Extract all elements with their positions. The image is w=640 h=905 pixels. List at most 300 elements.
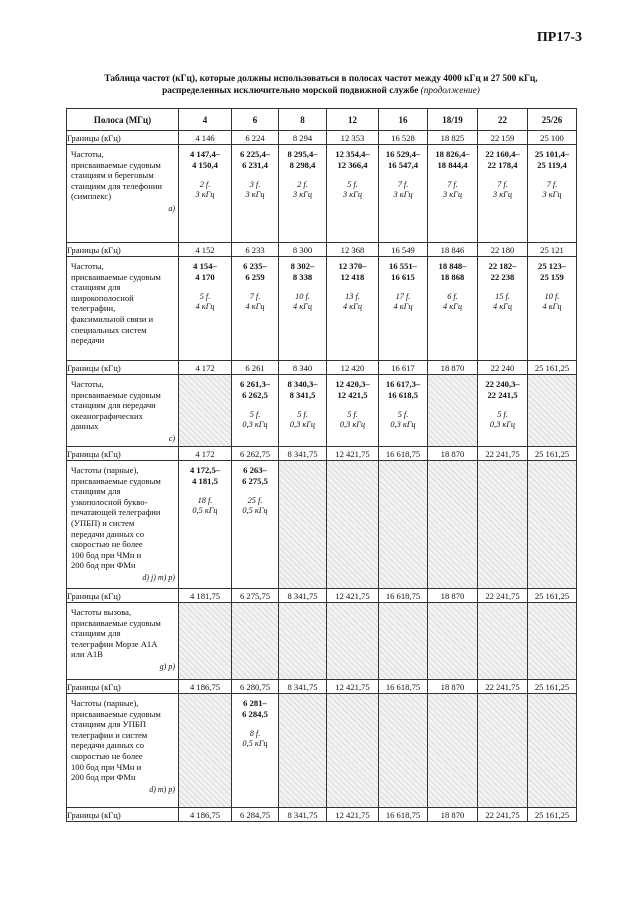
band-col-header: 12 [327, 109, 379, 131]
frequency-range: 4 154– [193, 261, 217, 271]
frequency-range: 8 302– [290, 261, 315, 271]
frequency-range: 6 225,4– [239, 149, 271, 159]
frequency-range: 18 868 [440, 271, 465, 282]
boundary-label: Границы (кГц) [67, 680, 179, 694]
boundary-value: 22 240 [478, 361, 528, 375]
hatched-cell [528, 375, 577, 447]
hatched-cell [279, 461, 327, 589]
note-line: 3 кГц [542, 190, 562, 200]
frequency-range: 6 284,5 [242, 708, 268, 719]
boundary-value: 16 618,75 [379, 589, 428, 603]
note-line: 5 f. [397, 410, 409, 420]
frequency-count-note [327, 180, 378, 200]
frequency-range: 4 150,4 [192, 159, 218, 170]
boundary-row [67, 361, 577, 375]
section-description [67, 257, 179, 361]
boundary-value: 18 870 [428, 808, 478, 822]
band-col-header: 8 [279, 109, 327, 131]
boundary-value: 18 870 [428, 589, 478, 603]
note-line: 2 f. [199, 180, 211, 190]
note-line: 3 кГц [443, 190, 462, 200]
hatched-cell [428, 694, 478, 808]
note-line: 3 кГц [343, 190, 362, 200]
boundary-row [67, 131, 577, 145]
frequency-count-note [528, 180, 576, 200]
description-line: (симплекс) [71, 191, 112, 202]
boundary-value: 25 161,25 [528, 680, 577, 694]
boundary-label: Границы (кГц) [67, 243, 179, 257]
description-line: скоростью не более [71, 750, 143, 761]
boundary-value: 12 420 [327, 361, 379, 375]
description-line: станциям и береговым [71, 170, 154, 181]
note-line: 18 f. [197, 496, 213, 506]
frequency-range: 16 551– [389, 261, 417, 271]
note-line: 10 f. [295, 292, 310, 302]
header-row [67, 109, 577, 131]
frequency-range: 12 420,3– [335, 379, 370, 389]
boundary-value: 25 161,25 [528, 447, 577, 461]
band-header: Полоса (МГц) [67, 109, 179, 131]
description-line: данных [71, 421, 99, 432]
description-line: станциям для [71, 486, 121, 497]
frequency-count-note [232, 496, 278, 516]
frequency-table-body [67, 131, 577, 822]
frequency-cell [232, 375, 279, 447]
boundary-value: 4 186,75 [179, 808, 232, 822]
description-line: присваиваемые судовым [71, 389, 161, 400]
frequency-range: 8 338 [292, 271, 313, 282]
section-description [67, 694, 179, 808]
frequency-cell [379, 375, 428, 447]
frequency-count-note [232, 180, 278, 200]
frequency-cell [379, 257, 428, 361]
hatched-cell [528, 603, 577, 680]
boundary-row [67, 447, 577, 461]
boundary-value: 22 241,75 [478, 589, 528, 603]
frequency-count-note [528, 292, 576, 312]
frequency-section-row [67, 461, 577, 589]
hatched-cell [327, 603, 379, 680]
description-line: станциям для телефонии [71, 180, 163, 191]
frequency-range: 16 618,5 [387, 389, 419, 400]
boundary-value: 18 825 [428, 131, 478, 145]
note-line: 5 f. [249, 410, 261, 420]
frequency-cell [379, 145, 428, 243]
boundary-value: 25 100 [528, 131, 577, 145]
description-line: 200 бод при ФМн [71, 772, 136, 783]
boundary-label: Границы (кГц) [67, 808, 179, 822]
boundary-value: 8 340 [279, 361, 327, 375]
frequency-range: 16 547,4 [387, 159, 419, 170]
note-line: 5 f. [347, 180, 358, 190]
frequency-range: 22 240,3– [485, 379, 520, 389]
boundary-value: 16 617 [379, 361, 428, 375]
note-line: 13 f. [345, 292, 360, 302]
note-line: 3 кГц [393, 190, 413, 200]
hatched-cell [428, 461, 478, 589]
description-line: станциям для [71, 628, 121, 639]
frequency-range: 8 295,4– [287, 149, 318, 159]
note-line: 0,3 кГц [339, 420, 366, 430]
hatched-cell [327, 694, 379, 808]
hatched-cell [379, 603, 428, 680]
frequency-section-row [67, 694, 577, 808]
note-line: 15 f. [495, 292, 510, 302]
description-line: передачи данных со [71, 740, 145, 751]
description-line: передачи данных со [71, 528, 145, 539]
frequency-range: 6 231,4 [242, 159, 268, 170]
description-line: Частоты (парные), [71, 465, 139, 475]
description-line: Частоты вызова, [71, 607, 132, 617]
note-line: 3 кГц [293, 190, 312, 200]
boundary-value: 6 280,75 [232, 680, 279, 694]
note-line: 17 f. [395, 292, 411, 302]
note-line: 4 кГц [493, 302, 512, 312]
note-line: 4 кГц [195, 302, 215, 312]
note-line: 7 f. [249, 292, 261, 302]
frequency-range: 22 238 [490, 271, 515, 282]
boundary-value: 18 870 [428, 680, 478, 694]
boundary-value: 8 300 [279, 243, 327, 257]
frequency-range: 6 275,5 [242, 475, 268, 486]
frequency-range: 12 354,4– [335, 149, 370, 159]
boundary-value: 12 421,75 [327, 589, 379, 603]
boundary-value: 4 146 [179, 131, 232, 145]
boundary-row [67, 680, 577, 694]
boundary-value: 25 161,25 [528, 361, 577, 375]
frequency-cell [232, 694, 279, 808]
description-line: (УПБП) и систем [71, 517, 135, 528]
frequency-range: 12 366,4 [337, 159, 368, 170]
frequency-cell [327, 145, 379, 243]
boundary-value: 16 618,75 [379, 447, 428, 461]
hatched-cell [478, 603, 528, 680]
frequency-range: 18 844,4 [437, 159, 468, 170]
frequency-cell [279, 145, 327, 243]
boundary-value: 12 353 [327, 131, 379, 145]
boundary-value: 22 241,75 [478, 808, 528, 822]
section-description [67, 603, 179, 680]
note-line: 6 f. [447, 292, 458, 302]
frequency-range: 22 178,4 [487, 159, 518, 170]
description-line: факсимильной связи и [71, 313, 154, 324]
frequency-section-row [67, 603, 577, 680]
hatched-cell [279, 694, 327, 808]
boundary-value: 4 181,75 [179, 589, 232, 603]
frequency-count-note [232, 729, 278, 749]
frequency-range: 4 181,5 [192, 475, 218, 486]
frequency-range: 16 617,3– [385, 379, 421, 389]
frequency-count-note [279, 410, 326, 430]
boundary-value: 22 241,75 [478, 680, 528, 694]
note-line: 5 f. [497, 410, 508, 420]
boundary-value: 4 186,75 [179, 680, 232, 694]
note-line: 0,5 кГц [242, 506, 268, 516]
frequency-cell [327, 257, 379, 361]
note-line: 0,5 кГц [192, 506, 218, 516]
frequency-cell [478, 257, 528, 361]
frequency-count-note [279, 292, 326, 312]
description-line: присваиваемые судовым [71, 617, 161, 628]
frequency-cell [179, 461, 232, 589]
note-line: 3 кГц [493, 190, 512, 200]
note-line: 7 f. [447, 180, 458, 190]
frequency-cell [232, 461, 279, 589]
hatched-cell [528, 461, 577, 589]
description-line: телеграфии и систем [71, 729, 148, 740]
frequency-range: 6 235– [243, 261, 267, 271]
boundary-value: 16 618,75 [379, 808, 428, 822]
frequency-count-note [179, 496, 231, 516]
boundary-label: Границы (кГц) [67, 131, 179, 145]
note-line: 10 f. [544, 292, 560, 302]
frequency-range: 25 159 [540, 271, 564, 282]
frequency-cell [478, 145, 528, 243]
boundary-value: 12 421,75 [327, 447, 379, 461]
note-line: 4 кГц [443, 302, 462, 312]
frequency-range: 12 418 [340, 271, 365, 282]
note-line: 8 f. [249, 729, 261, 739]
boundary-label: Границы (кГц) [67, 589, 179, 603]
boundary-label: Границы (кГц) [67, 361, 179, 375]
boundary-value: 4 172 [179, 447, 232, 461]
hatched-cell [327, 461, 379, 589]
frequency-cell [478, 375, 528, 447]
note-line: 5 f. [297, 410, 308, 420]
note-line: 3 кГц [245, 190, 265, 200]
frequency-count-note [478, 410, 527, 430]
frequency-count-note [379, 180, 427, 200]
frequency-cell [528, 257, 577, 361]
description-line: станциям для [71, 282, 121, 293]
description-line: 100 бод при ЧМн и [71, 549, 142, 560]
boundary-row [67, 243, 577, 257]
section-description [67, 375, 179, 447]
frequency-cell [428, 145, 478, 243]
footnote-refs: d) j) m) p) [142, 572, 175, 582]
footnote-refs: c) [168, 433, 175, 443]
frequency-cell [279, 375, 327, 447]
hatched-cell [179, 694, 232, 808]
note-line: 7 f. [546, 180, 558, 190]
note-line: 4 кГц [393, 302, 413, 312]
hatched-cell [478, 694, 528, 808]
boundary-value: 6 224 [232, 131, 279, 145]
frequency-range: 18 848– [438, 261, 467, 271]
boundary-row [67, 589, 577, 603]
description-line: Частоты (парные), [71, 698, 139, 708]
note-line: 7 f. [397, 180, 409, 190]
frequency-count-note [179, 180, 231, 200]
note-line: 7 f. [497, 180, 508, 190]
description-line: присваиваемые судовым [71, 271, 161, 282]
boundary-value: 22 241,75 [478, 447, 528, 461]
caption-line-1: Таблица частот (кГц), которые должны использоваться в полосах частот между 4000 кГц и 27 500 кГц, [104, 74, 538, 84]
boundary-value: 4 172 [179, 361, 232, 375]
description-line: станциям для УПБП [71, 719, 147, 730]
frequency-range: 25 123– [538, 261, 566, 271]
boundary-value: 16 618,75 [379, 680, 428, 694]
table-caption [66, 74, 576, 97]
section-description [67, 461, 179, 589]
description-line: 100 бод при ЧМн и [71, 761, 142, 772]
boundary-value: 6 284,75 [232, 808, 279, 822]
boundary-value: 12 368 [327, 243, 379, 257]
footnote-refs: d) m) p) [149, 784, 175, 794]
note-line: 0,3 кГц [242, 420, 268, 430]
note-line: 0,3 кГц [289, 420, 316, 430]
boundary-value: 22 180 [478, 243, 528, 257]
frequency-count-note [478, 292, 527, 312]
band-col-header: 4 [179, 109, 232, 131]
band-col-header: 22 [478, 109, 528, 131]
frequency-range: 6 261,3– [239, 379, 271, 389]
note-line: 4 кГц [293, 302, 312, 312]
frequency-range: 18 826,4– [435, 149, 470, 159]
boundary-value: 8 341,75 [279, 589, 327, 603]
note-line: 3 f. [249, 180, 261, 190]
note-line: 3 кГц [195, 190, 215, 200]
frequency-range: 12 421,5 [337, 389, 368, 400]
frequency-range: 4 147,4– [189, 149, 221, 159]
hatched-cell [179, 375, 232, 447]
frequency-range: 6 259 [245, 271, 265, 282]
boundary-value: 8 341,75 [279, 808, 327, 822]
band-col-header: 16 [379, 109, 428, 131]
frequency-range: 4 172,5– [189, 465, 221, 475]
frequency-range: 22 241,5 [487, 389, 518, 400]
hatched-cell [478, 461, 528, 589]
description-line: или A1B [71, 649, 103, 660]
footnote-refs: a) [168, 203, 175, 213]
frequency-count-note [428, 292, 477, 312]
frequency-range: 8 298,4 [289, 159, 316, 170]
description-line: присваиваемые судовым [71, 708, 161, 719]
frequency-range: 25 119,4 [537, 159, 567, 170]
boundary-value: 6 275,75 [232, 589, 279, 603]
frequency-section-row [67, 375, 577, 447]
description-line: 200 бод при ФМн [71, 560, 136, 571]
caption-line-2-text: распределенных исключительно морской подвижной службе [162, 85, 419, 96]
note-line: 5 f. [347, 410, 358, 420]
boundary-row [67, 808, 577, 822]
frequency-range: 16 615 [391, 271, 415, 282]
frequency-range: 12 370– [338, 261, 367, 271]
description-line: присваиваемые судовым [71, 475, 161, 486]
boundary-value: 8 341,75 [279, 447, 327, 461]
boundary-value: 8 294 [279, 131, 327, 145]
description-line: станциям для передачи [71, 400, 156, 411]
boundary-value: 12 421,75 [327, 680, 379, 694]
boundary-value: 22 159 [478, 131, 528, 145]
hatched-cell [379, 694, 428, 808]
boundary-value: 6 233 [232, 243, 279, 257]
description-line: скоростью не более [71, 539, 143, 550]
frequency-cell [179, 145, 232, 243]
frequency-count-note [232, 410, 278, 430]
frequency-count-note [478, 180, 527, 200]
description-line: Частоты, [71, 379, 104, 389]
frequency-count-note [279, 180, 326, 200]
page-code: ПР17-3 [536, 30, 582, 45]
description-line: телеграфии, [71, 303, 116, 314]
boundary-value: 16 549 [379, 243, 428, 257]
frequency-range: 16 529,4– [385, 149, 421, 159]
frequency-range: 4 170 [195, 271, 215, 282]
boundary-value: 18 870 [428, 447, 478, 461]
description-line: телеграфии Морзе A1A [71, 638, 158, 649]
frequency-range: 6 262,5 [242, 389, 268, 400]
description-line: печатающей телеграфии [71, 507, 161, 518]
description-line: узкополосной букво- [71, 496, 148, 507]
frequency-range: 22 160,4– [485, 149, 520, 159]
note-line: 0,3 кГц [390, 420, 416, 430]
frequency-range: 8 341,5 [289, 389, 316, 400]
band-col-header: 18/19 [428, 109, 478, 131]
note-line: 0,3 кГц [489, 420, 516, 430]
description-line: присваиваемые судовым [71, 159, 161, 170]
frequency-cell [232, 145, 279, 243]
frequency-range: 8 340,3– [287, 379, 318, 389]
hatched-cell [528, 694, 577, 808]
note-line: 2 f. [297, 180, 308, 190]
boundary-value: 18 870 [428, 361, 478, 375]
section-description [67, 145, 179, 243]
description-line: Частоты, [71, 149, 104, 159]
note-line: 5 f. [199, 292, 211, 302]
frequency-range: 25 101,4– [534, 149, 570, 159]
caption-continued-note: (продолжение) [420, 85, 480, 96]
frequency-count-note [179, 292, 231, 312]
boundary-value: 6 261 [232, 361, 279, 375]
frequency-range: 6 281– [243, 698, 267, 708]
hatched-cell [279, 603, 327, 680]
band-col-header: 25/26 [528, 109, 577, 131]
note-line: 0,5 кГц [242, 739, 268, 749]
frequency-count-note [379, 292, 427, 312]
boundary-value: 25 121 [528, 243, 577, 257]
frequency-count-note [428, 180, 477, 200]
hatched-cell [428, 603, 478, 680]
hatched-cell [428, 375, 478, 447]
frequency-count-note [379, 410, 427, 430]
frequency-table [66, 108, 577, 822]
frequency-section-row [67, 257, 577, 361]
note-line: 4 кГц [245, 302, 265, 312]
description-line: передачи [71, 335, 105, 346]
hatched-cell [379, 461, 428, 589]
frequency-count-note [327, 292, 378, 312]
frequency-cell [179, 257, 232, 361]
description-line: океанографических [71, 410, 143, 421]
boundary-value: 8 341,75 [279, 680, 327, 694]
boundary-value: 18 846 [428, 243, 478, 257]
boundary-value: 12 421,75 [327, 808, 379, 822]
band-col-header: 6 [232, 109, 279, 131]
frequency-range: 22 182– [488, 261, 517, 271]
note-line: 25 f. [247, 496, 263, 506]
note-line: 4 кГц [542, 302, 562, 312]
boundary-value: 25 161,25 [528, 589, 577, 603]
frequency-count-note [232, 292, 278, 312]
frequency-cell [232, 257, 279, 361]
boundary-value: 25 161,25 [528, 808, 577, 822]
frequency-cell [528, 145, 577, 243]
frequency-range: 6 263– [243, 465, 267, 475]
description-line: Частоты, [71, 261, 104, 271]
frequency-cell [428, 257, 478, 361]
note-line: 4 кГц [343, 302, 362, 312]
